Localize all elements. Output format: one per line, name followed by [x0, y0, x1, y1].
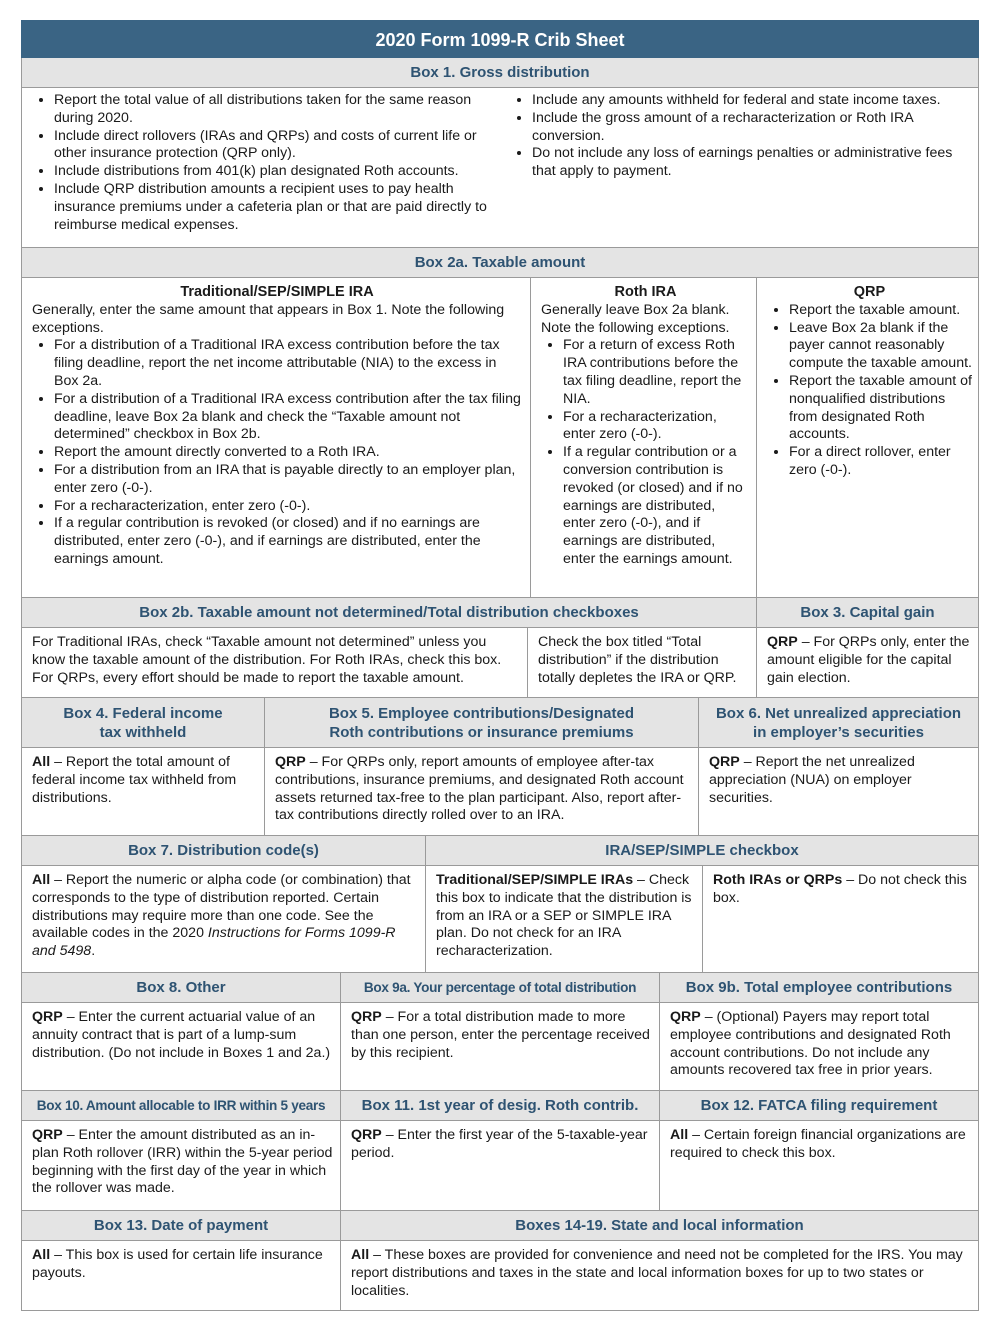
box3-header: Box 3. Capital gain — [757, 598, 978, 628]
ira-checkbox-left-lead: Traditional/SEP/SIMPLE IRAs — [436, 872, 634, 888]
list-item: • Report the taxable amount of nonqualified distributions from designated Roth accounts. — [789, 373, 972, 444]
box1-left — [22, 88, 500, 248]
box3-body — [757, 628, 978, 698]
box5-header-line2: Roth contributions or insurance premiums — [329, 723, 634, 741]
box5-text: – For QRPs only, report amounts of employee after-tax contributions, insurance premiums, and designated Roth account assets returned tax-free to the plan participant. Also, report after-tax contributions directly rolled over to an IRA. — [275, 754, 684, 824]
box4-lead: All — [32, 754, 51, 770]
box6-header — [699, 698, 978, 748]
traditional-intro: Generally, enter the same amount that appears in Box 1. Note the following exceptions. — [32, 301, 505, 336]
box11-lead: QRP — [351, 1127, 382, 1143]
box7-body — [22, 866, 426, 973]
box6-header-line2: in employer’s securities — [753, 723, 924, 741]
box7-body-row — [21, 866, 979, 973]
list-item: • Include direct rollovers (IRAs and QRPs) and costs of current life or other insurance protection (QRP only). — [54, 128, 492, 164]
box8-body — [22, 1003, 341, 1091]
box456-body-row — [21, 748, 979, 836]
box2a-roth — [531, 278, 757, 598]
box8-header: Box 8. Other — [22, 973, 341, 1003]
box9b-body — [660, 1003, 978, 1091]
box14-19-header: Boxes 14-19. State and local information — [341, 1211, 978, 1241]
box1012-body-row — [21, 1121, 979, 1211]
box7-end: . — [91, 943, 96, 960]
box89-header-row — [21, 973, 979, 1003]
box2b-body-row — [21, 628, 979, 698]
list-item: • For a distribution from an IRA that is payable directly to an employer plan, enter zero (-0-). — [54, 462, 522, 498]
box5-lead: QRP — [275, 754, 306, 770]
traditional-title: Traditional/SEP/SIMPLE IRA — [180, 284, 374, 300]
box1319-header-row — [21, 1211, 979, 1241]
box7-lead: All — [32, 872, 51, 888]
crib-sheet — [21, 20, 979, 1311]
box7-header: Box 7. Distribution code(s) — [22, 836, 426, 866]
box2b-right: Check the box titled “Total distribution” if the distribution totally depletes the IRA or QRP. — [528, 628, 757, 698]
box456-header-row — [21, 698, 979, 748]
list-item: • Do not include any loss of earnings penalties or administrative fees that apply to payment. — [532, 145, 968, 181]
box9a-lead: QRP — [351, 1009, 382, 1025]
box2b-header-row — [21, 598, 979, 628]
box10-header: Box 10. Amount allocable to IRR within 5 years — [22, 1091, 341, 1121]
box1-right — [500, 88, 978, 248]
box10-lead: QRP — [32, 1127, 63, 1143]
box13-body — [22, 1241, 341, 1311]
box12-body — [660, 1121, 978, 1211]
box12-text: – Certain foreign financial organizations are required to check this box. — [670, 1127, 966, 1161]
list-item: • Include any amounts withheld for federal and state income taxes. — [532, 92, 968, 110]
box1319-body-row — [21, 1241, 979, 1311]
box1-header: Box 1. Gross distribution — [22, 58, 978, 88]
box1012-header-row — [21, 1091, 979, 1121]
list-item: • For a recharacterization, enter zero (-0-). — [563, 409, 750, 445]
list-item: • For a distribution of a Traditional IRA excess contribution after the tax filing deadline, leave Box 2a blank and check the “Taxable amount not determined” checkbox in Box 2b. — [54, 391, 522, 444]
box11-body — [341, 1121, 660, 1211]
ira-checkbox-right-lead: Roth IRAs or QRPs — [713, 872, 843, 888]
box6-body — [699, 748, 978, 836]
list-item: • For a recharacterization, enter zero (-0-). — [54, 498, 522, 516]
list-item: • If a regular contribution or a conversion contribution is revoked (or closed) and if no earnings are distributed, enter zero (-0-), and if earnings are distributed, enter the earnings amount. — [563, 444, 750, 569]
box89-body-row — [21, 1003, 979, 1091]
box4-header — [22, 698, 265, 748]
ira-checkbox-right — [703, 866, 978, 973]
list-item: • If a regular contribution is revoked (or closed) and if no earnings are distributed, enter zero (-0-), and if earnings are distributed, enter the earnings amount. — [54, 515, 522, 568]
box14-19-lead: All — [351, 1247, 370, 1263]
box2a-header-row — [21, 248, 979, 278]
box2a-body-row — [21, 278, 979, 598]
list-item: • Report the amount directly converted to a Roth IRA. — [54, 444, 522, 462]
box12-header: Box 12. FATCA filing requirement — [660, 1091, 978, 1121]
box2b-header: Box 2b. Taxable amount not determined/Total distribution checkboxes — [22, 598, 757, 628]
list-item: • Include the gross amount of a recharacterization or Roth IRA conversion. — [532, 110, 968, 146]
box9b-header: Box 9b. Total employee contributions — [660, 973, 978, 1003]
list-item: • For a distribution of a Traditional IRA excess contribution before the tax filing deadline, report the net income attributable (NIA) to the excess in Box 2a. — [54, 337, 522, 390]
box5-header — [265, 698, 699, 748]
ira-checkbox-left — [426, 866, 703, 973]
list-item: • Include QRP distribution amounts a recipient uses to pay health insurance premiums under a cafeteria plan or that are paid directly to reimburse medical expenses. — [54, 181, 492, 234]
list-item: • Report the taxable amount. — [789, 302, 972, 320]
box3-lead: QRP — [767, 634, 798, 650]
box13-header: Box 13. Date of payment — [22, 1211, 341, 1241]
list-item: • Report the total value of all distributions taken for the same reason during 2020. — [54, 92, 492, 128]
box1-header-row — [21, 58, 979, 88]
box2a-qrp — [757, 278, 978, 598]
box1-body-row — [21, 88, 979, 248]
box10-text: – Enter the amount distributed as an in-plan Roth rollover (IRR) within the 5-year period beginning with the first day of the year in which the rollover was made. — [32, 1127, 333, 1197]
ira-checkbox-left-text: – Check this box to indicate that the distribution is from an IRA or a SEP or SIMPLE IRA plan. Do not check for an IRA recharacterization. — [436, 872, 692, 960]
list-item: • For a return of excess Roth IRA contributions before the tax filing deadline, report the NIA. — [563, 337, 750, 408]
box11-text: – Enter the first year of the 5-taxable-year period. — [351, 1127, 648, 1161]
box6-text: – Report the net unrealized appreciation (NUA) on employer securities. — [709, 754, 915, 806]
ira-checkbox-right-text: – Do not check this box. — [713, 872, 967, 906]
ira-checkbox-header: IRA/SEP/SIMPLE checkbox — [426, 836, 978, 866]
box4-header-line2: tax withheld — [99, 723, 187, 741]
box9b-text: – (Optional) Payers may report total employee contributions and designated Roth account contributions. Do not include any amounts recovered tax free in prior years. — [670, 1009, 951, 1079]
box10-body — [22, 1121, 341, 1211]
box13-text: – This box is used for certain life insurance payouts. — [32, 1247, 323, 1281]
roth-title: Roth IRA — [614, 284, 677, 300]
box11-header: Box 11. 1st year of desig. Roth contrib. — [341, 1091, 660, 1121]
list-item: • Include distributions from 401(k) plan designated Roth accounts. — [54, 163, 492, 181]
box9b-lead: QRP — [670, 1009, 701, 1025]
box9a-body — [341, 1003, 660, 1091]
box8-lead: QRP — [32, 1009, 63, 1025]
box2a-header: Box 2a. Taxable amount — [22, 248, 978, 278]
box14-19-text: – These boxes are provided for convenience and need not be completed for the IRS. You may report distributions and taxes in the state and local information boxes for up to two states or localities. — [351, 1247, 963, 1299]
box9a-header: Box 9a. Your percentage of total distribution — [341, 973, 660, 1003]
box7-text: – Report the numeric or alpha code (or combination) that corresponds to the type of distribution reported. Certain distributions may require more than one code. See the available codes in the 2020 — [32, 872, 411, 942]
box8-text: – Enter the current actuarial value of an annuity contract that is part of a lump-sum distribution. (Do not include in Boxes 1 and 2a.) — [32, 1009, 331, 1061]
box5-body — [265, 748, 699, 836]
qrp-title: QRP — [853, 284, 886, 300]
box5-header-line1: Box 5. Employee contributions/Designated — [328, 704, 635, 722]
box7-header-row — [21, 836, 979, 866]
box7-italic: Instructions for Forms 1099-R and 5498 — [32, 925, 396, 960]
roth-intro: Generally leave Box 2a blank. Note the following exceptions. — [541, 301, 730, 336]
box13-lead: All — [32, 1247, 51, 1263]
box12-lead: All — [670, 1127, 689, 1143]
box2b-left: For Traditional IRAs, check “Taxable amount not determined” unless you know the taxable amount of the distribution. For Roth IRAs, check this box. For QRPs, every effort should be made to report the taxable amount. — [22, 628, 528, 698]
box4-text: – Report the total amount of federal income tax withheld from distributions. — [32, 754, 237, 806]
box9a-text: – For a total distribution made to more than one person, enter the percentage received by this recipient. — [351, 1009, 650, 1061]
box4-header-line1: Box 4. Federal income — [63, 704, 223, 722]
box3-text: – For QRPs only, enter the amount eligible for the capital gain election. — [767, 634, 970, 686]
box4-body — [22, 748, 265, 836]
box6-lead: QRP — [709, 754, 740, 770]
box2a-traditional — [22, 278, 531, 598]
sheet-title: 2020 Form 1099-R Crib Sheet — [21, 20, 979, 58]
list-item: • Leave Box 2a blank if the payer cannot reasonably compute the taxable amount. — [789, 320, 972, 373]
list-item: • For a direct rollover, enter zero (-0-). — [789, 444, 972, 480]
box6-header-line1: Box 6. Net unrealized appreciation — [715, 704, 962, 722]
box14-19-body — [341, 1241, 978, 1311]
